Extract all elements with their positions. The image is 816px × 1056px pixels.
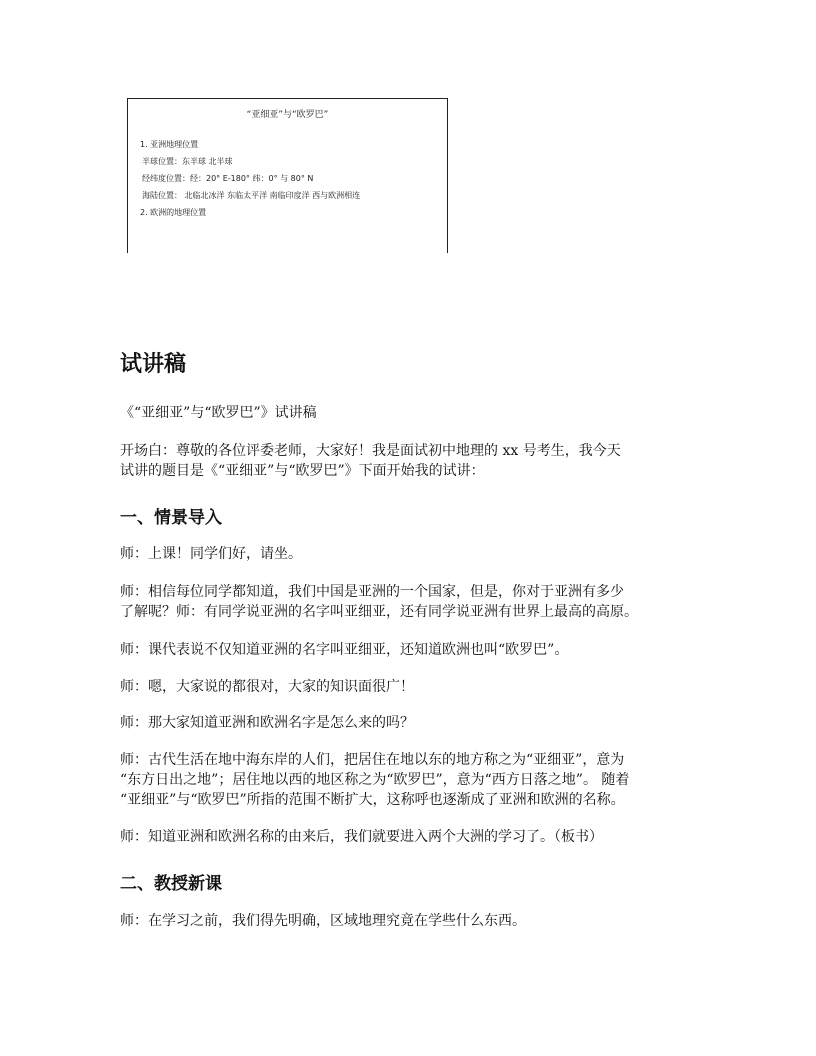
text-line: 师：上课！同学们好，请坐。	[120, 546, 302, 562]
text-line: 师：知道亚洲和欧洲名称的由来后，我们就要进入两个大洲的学习了。（板书）	[120, 829, 603, 845]
board-line: 2. 欧洲的地理位置	[140, 208, 207, 217]
text-line: 师：课代表说不仅知道亚洲的名字叫亚细亚，还知道欧洲也叫“欧罗巴”。	[120, 642, 569, 658]
text-line: 了解呢？师：有同学说亚洲的名字叫亚细亚，还有同学说亚洲有世界上最高的高原。	[120, 604, 638, 620]
board-line: 半球位置：东半球 北半球	[142, 157, 233, 166]
board-line: 海陆位置： 北临北冰洋 东临太平洋 南临印度洋 西与欧洲相连	[142, 191, 361, 200]
paragraph	[120, 750, 720, 810]
paragraph	[120, 544, 720, 564]
text-line: 开场白：尊敬的各位评委老师，大家好！我是面试初中地理的 xx 号考生，我今天	[120, 443, 621, 459]
paragraph	[120, 677, 720, 697]
section-heading-2: 二、教授新课	[120, 874, 222, 894]
text-line: 师：嗯，大家说的都很对，大家的知识面很广！	[120, 679, 414, 695]
board-title: “亚细亚”与“欧罗巴”	[246, 110, 329, 120]
board-line: 经纬度位置：经：20° E-180° 纬：0° 与 80° N	[142, 174, 314, 183]
intro-paragraph	[120, 441, 720, 481]
section-heading-1: 一、情景导入	[120, 508, 222, 528]
text-line: “亚细亚”与“欧罗巴”所指的范围不断扩大，这称呼也逐渐成了亚洲和欧洲的名称。	[120, 792, 625, 808]
text-line: “东方日出之地”；居住地以西的地区称之为“欧罗巴”，意为“西方日落之地”。 随着	[120, 772, 630, 788]
paragraph	[120, 582, 720, 622]
page-title: 试讲稿	[120, 352, 187, 377]
document-subtitle: 《“亚细亚”与“欧罗巴”》试讲稿	[120, 405, 317, 421]
paragraph	[120, 911, 720, 931]
text-line: 师：在学习之前，我们得先明确，区域地理究竟在学些什么东西。	[120, 913, 526, 929]
text-line: 试讲的题目是《“亚细亚”与“欧罗巴”》下面开始我的试讲：	[120, 463, 485, 479]
board-writing-image	[127, 98, 448, 253]
paragraph	[120, 640, 720, 660]
paragraph	[120, 827, 720, 847]
text-line: 师：那大家知道亚洲和欧洲名字是怎么来的吗？	[120, 715, 414, 731]
text-line: 师：古代生活在地中海东岸的人们，把居住在地以东的地方称之为“亚细亚”，意为	[120, 752, 625, 768]
board-line: 1. 亚洲地理位置	[140, 140, 199, 149]
text-line: 师：相信每位同学都知道，我们中国是亚洲的一个国家，但是，你对于亚洲有多少	[120, 584, 624, 600]
paragraph	[120, 713, 720, 733]
